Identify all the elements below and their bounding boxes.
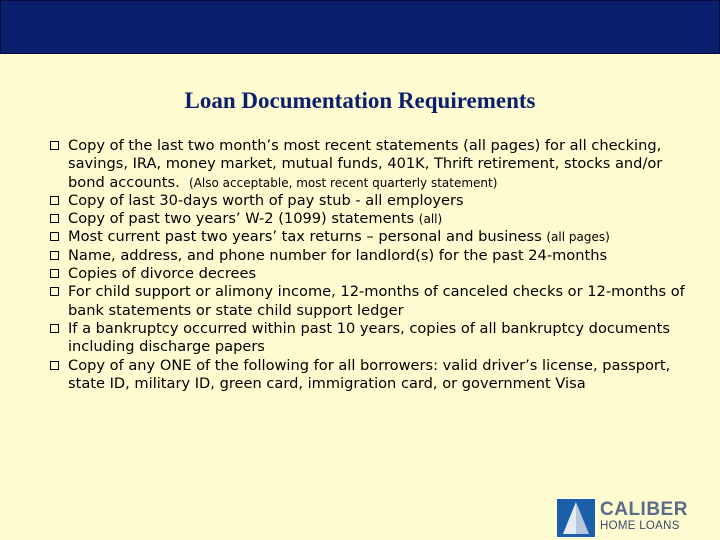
checkbox-bullet-icon	[50, 251, 59, 260]
checkbox-bullet-icon	[50, 287, 59, 296]
list-item	[50, 320, 690, 357]
list-item	[50, 247, 690, 265]
list-item	[50, 210, 690, 228]
item-text: Copy of past two years’ W-2 (1099) statements	[68, 210, 415, 228]
item-note: (Also acceptable, most recent quarterly statement)	[189, 175, 498, 190]
checkbox-bullet-icon	[50, 214, 59, 223]
checkbox-bullet-icon	[50, 232, 59, 241]
requirements-list	[50, 137, 690, 393]
item-note: (all pages)	[546, 230, 610, 245]
item-note: (all)	[418, 212, 443, 227]
item-text: Name, address, and phone number for landlord(s) for the past 24-months	[68, 246, 608, 264]
item-text: Copies of divorce decrees	[68, 265, 257, 283]
list-item	[50, 357, 690, 394]
checkbox-bullet-icon	[50, 324, 59, 333]
item-text: If a bankruptcy occurred within past 10 years, copies of all bankruptcy documents including discharge papers	[68, 319, 670, 356]
item-text: Copy of any ONE of the following for all borrowers: valid driver’s license, passport, state ID, military ID, green card, immigration card, or government Visa	[68, 356, 671, 392]
caliber-logo-icon	[556, 498, 596, 538]
logo-subtitle: HOME LOANS	[600, 520, 680, 532]
caliber-logo	[556, 498, 712, 538]
checkbox-bullet-icon	[50, 196, 59, 205]
checkbox-bullet-icon	[50, 269, 59, 278]
item-text: Most current past two years’ tax returns – personal and business	[68, 228, 542, 246]
item-text: For child support or alimony income, 12-months of canceled checks or 12-months of bank statements or state child support ledger	[68, 283, 685, 319]
list-item	[50, 228, 690, 246]
list-item	[50, 283, 690, 320]
list-item	[50, 137, 690, 192]
list-item	[50, 192, 690, 210]
header-banner	[0, 0, 720, 54]
page-title: Loan Documentation Requirements	[184, 88, 536, 113]
checkbox-bullet-icon	[50, 361, 59, 370]
list-item	[50, 265, 690, 283]
item-text: Copy of last 30-days worth of pay stub - all employers	[68, 191, 464, 209]
checkbox-bullet-icon	[50, 141, 59, 150]
item-text: Copy of the last two month’s most recent statements (all pages) for all checking, savings, IRA, money market, mutual funds, 401K, Thrift retirement, stocks and/or bond accounts.	[68, 137, 663, 191]
logo-name: CALIBER	[600, 499, 688, 520]
